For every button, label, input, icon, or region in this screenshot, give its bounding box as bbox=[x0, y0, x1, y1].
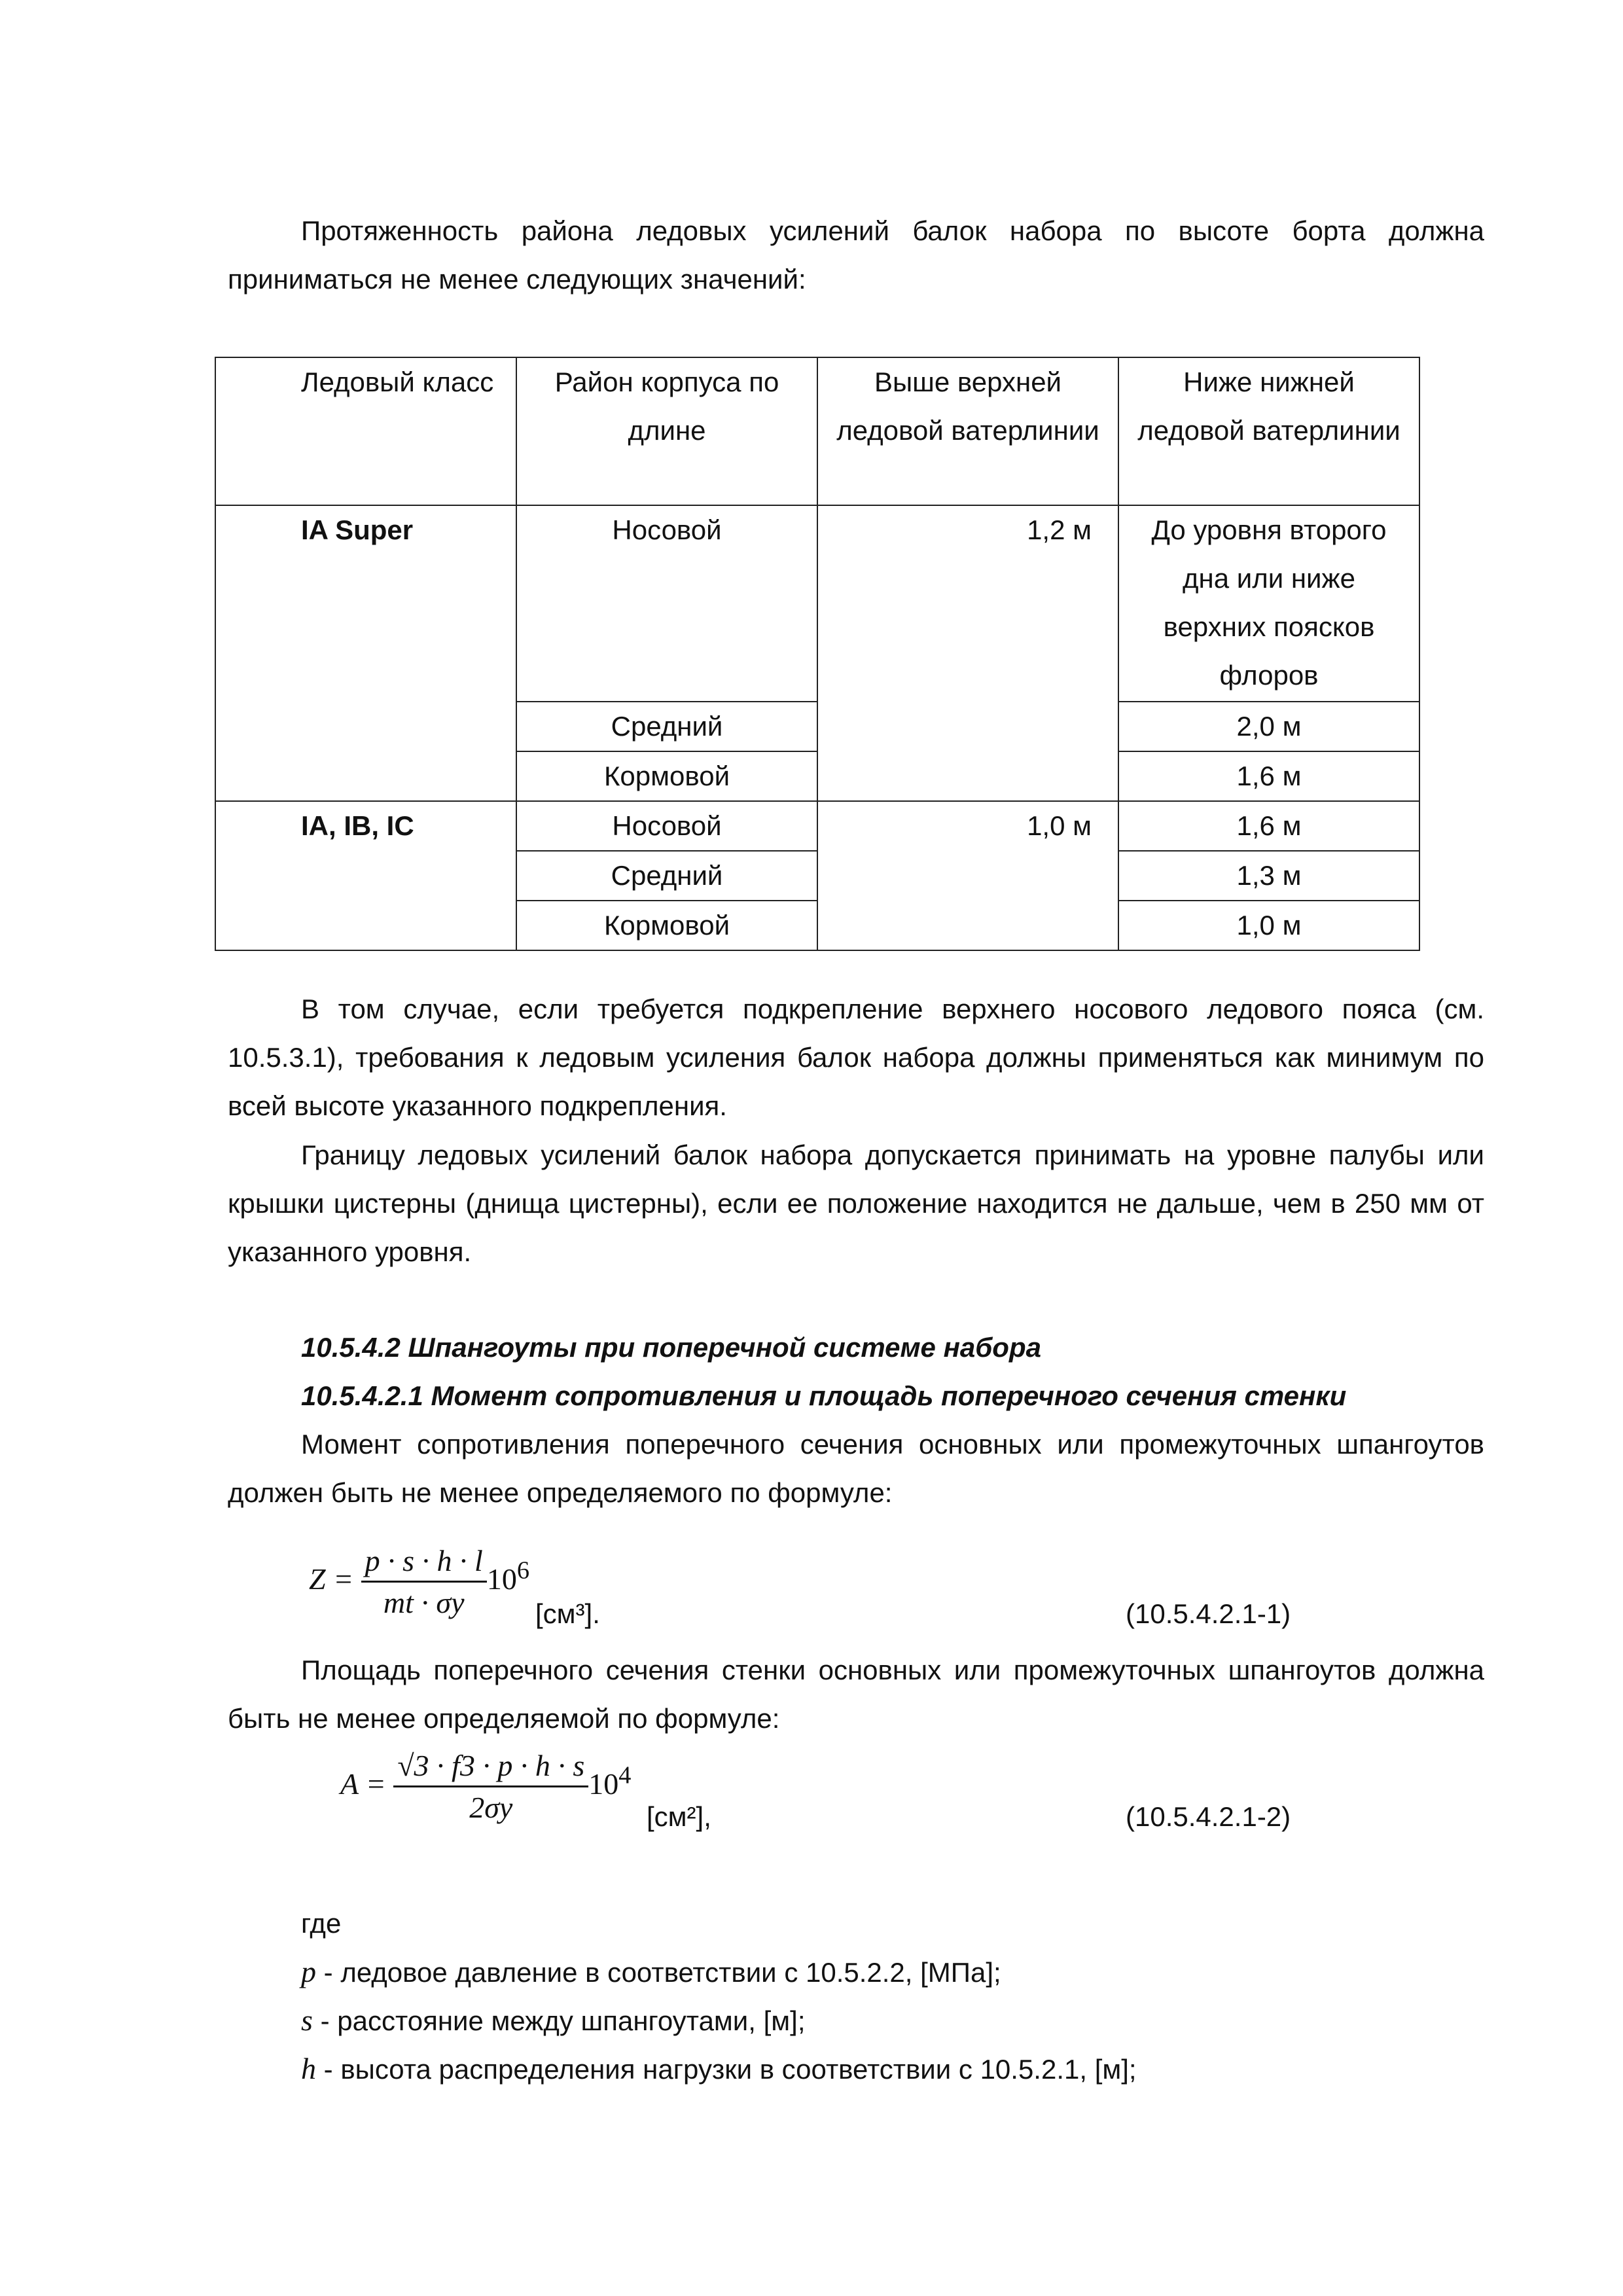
definition-item bbox=[301, 1948, 1001, 1997]
ice-class-cell: IA, IB, IC bbox=[215, 801, 516, 950]
formula-denominator: mt · σy bbox=[383, 1586, 465, 1619]
formula-unit: [см³]. bbox=[535, 1598, 600, 1629]
hull-region-cell: Кормовой bbox=[516, 751, 817, 801]
formula-section-modulus bbox=[309, 1541, 529, 1623]
formula-fraction bbox=[393, 1746, 588, 1828]
header-ice-class: Ледовый класс bbox=[215, 357, 516, 505]
section-heading: 10.5.4.2 Шпангоуты при поперечной системе набора bbox=[301, 1332, 1041, 1363]
formula-exponent: 6 bbox=[516, 1556, 529, 1585]
table-header-row bbox=[215, 357, 1419, 505]
above-waterline-cell: 1,2 м bbox=[817, 505, 1118, 801]
equation-number: (10.5.4.2.1-2) bbox=[1126, 1801, 1291, 1832]
table-row bbox=[215, 505, 1419, 702]
hull-region-cell: Носовой bbox=[516, 801, 817, 851]
formula-numerator: √3 · f3 · p · h · s bbox=[393, 1746, 588, 1787]
hull-region-cell: Кормовой bbox=[516, 901, 817, 950]
above-waterline-cell: 1,0 м bbox=[817, 801, 1118, 950]
formula-factor: 10 bbox=[588, 1767, 619, 1801]
definition-text: - ледовое давление в соответствии с 10.5.2.2, [МПа]; bbox=[316, 1957, 1001, 1988]
hull-region-cell: Средний bbox=[516, 851, 817, 901]
below-waterline-cell: До уровня второго дна или ниже верхних поясков флоров bbox=[1118, 505, 1419, 702]
where-label: где bbox=[301, 1908, 342, 1939]
formula-lhs: Z = bbox=[309, 1562, 354, 1596]
definition-symbol: s bbox=[301, 2003, 313, 2037]
definition-text: - расстояние между шпангоутами, [м]; bbox=[312, 2005, 806, 2036]
definition-item bbox=[301, 2045, 1137, 2094]
below-waterline-cell: 1,3 м bbox=[1118, 851, 1419, 901]
hull-region-cell: Носовой bbox=[516, 505, 817, 702]
below-waterline-cell: 2,0 м bbox=[1118, 702, 1419, 751]
definition-item bbox=[301, 1996, 805, 2045]
header-above-waterline: Выше верхней ледовой ватерлинии bbox=[817, 357, 1118, 505]
paragraph-boundary: Границу ледовых усилений балок набора допускается принимать на уровне палубы или крышки цистерны (днища цистерны), если ее положение находится не дальше, чем в 250 мм от указанного уровня. bbox=[228, 1139, 1484, 1267]
below-waterline-cell: 1,0 м bbox=[1118, 901, 1419, 950]
definition-symbol: h bbox=[301, 2052, 316, 2085]
below-waterline-cell: 1,6 м bbox=[1118, 751, 1419, 801]
equation-number: (10.5.4.2.1-1) bbox=[1126, 1598, 1291, 1629]
table-row bbox=[215, 801, 1419, 851]
below-waterline-cell: 1,6 м bbox=[1118, 801, 1419, 851]
formula-lhs: A = bbox=[340, 1767, 386, 1801]
intro-paragraph: Протяженность района ледовых усилений балок набора по высоте борта должна приниматься не менее следующих значений: bbox=[228, 215, 1484, 295]
header-hull-region: Район корпуса по длине bbox=[516, 357, 817, 505]
formula-fraction bbox=[361, 1541, 487, 1623]
subsection-heading: 10.5.4.2.1 Момент сопротивления и площадь поперечного сечения стенки bbox=[301, 1380, 1347, 1411]
paragraph-reinforcement: В том случае, если требуется подкрепление верхнего носового ледового пояса (см. 10.5.3.1), требования к ледовым усиления балок набора должны применяться как минимум по всей высоте указанного подкрепления. bbox=[228, 994, 1484, 1121]
formula-denominator: 2σy bbox=[469, 1791, 513, 1824]
formula-web-area bbox=[340, 1746, 631, 1828]
definition-symbol: p bbox=[301, 1955, 316, 1988]
ice-class-cell: IA Super bbox=[215, 505, 516, 801]
header-below-waterline: Ниже нижней ледовой ватерлинии bbox=[1118, 357, 1419, 505]
hull-region-cell: Средний bbox=[516, 702, 817, 751]
paragraph-area: Площадь поперечного сечения стенки основных или промежуточных шпангоутов должна быть не менее определяемой по формуле: bbox=[228, 1655, 1484, 1734]
formula-exponent: 4 bbox=[618, 1761, 632, 1789]
definition-text: - высота распределения нагрузки в соответствии с 10.5.2.1, [м]; bbox=[316, 2054, 1137, 2085]
formula-factor: 10 bbox=[486, 1562, 517, 1596]
paragraph-modulus: Момент сопротивления поперечного сечения основных или промежуточных шпангоутов должен быть не менее определяемого по формуле: bbox=[228, 1429, 1484, 1508]
ice-strengthening-table bbox=[215, 357, 1420, 951]
formula-numerator: p · s · h · l bbox=[361, 1541, 487, 1583]
formula-unit: [см²], bbox=[647, 1801, 711, 1832]
